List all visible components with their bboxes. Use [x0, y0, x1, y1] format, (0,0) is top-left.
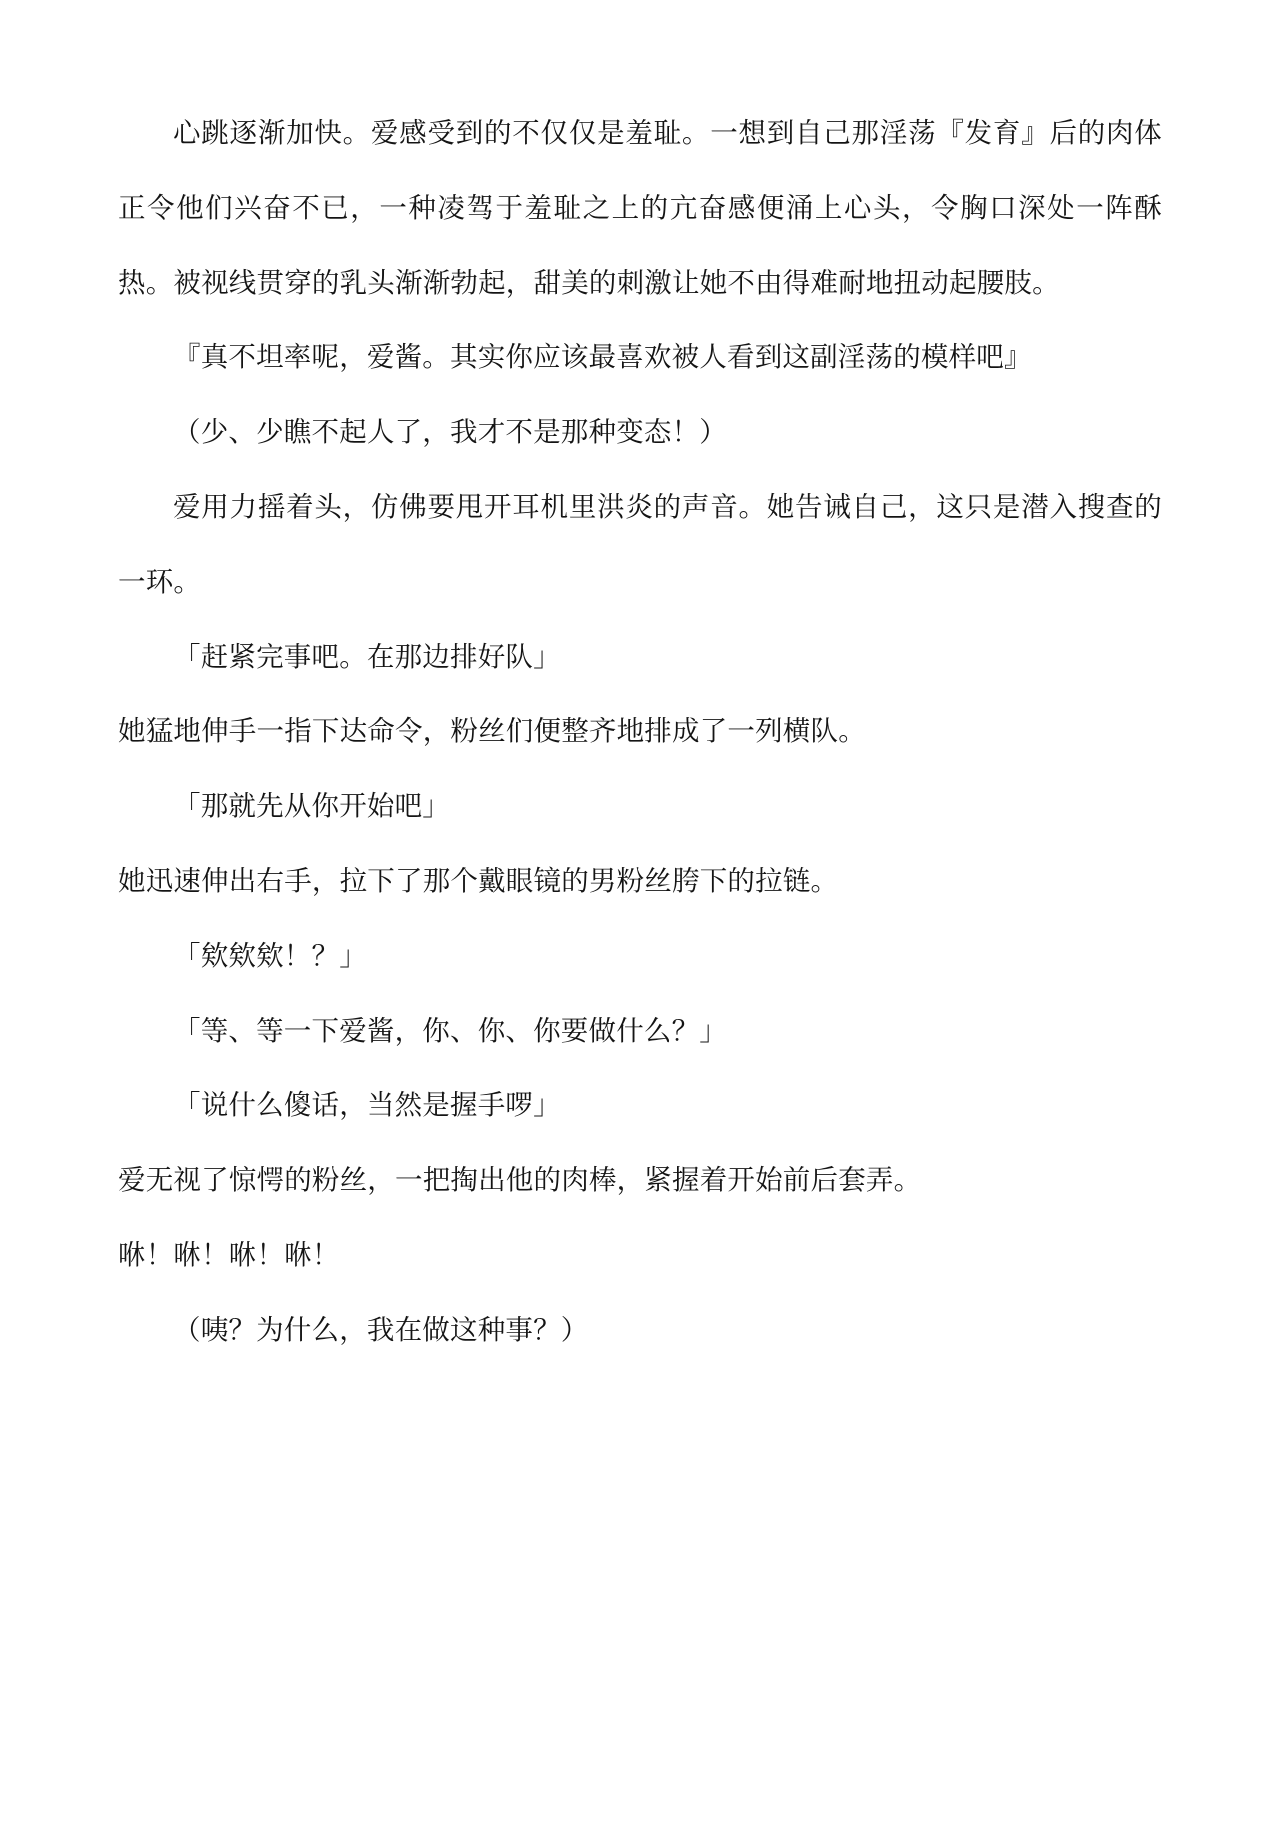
- paragraph: （咦？为什么，我在做这种事？）: [173, 1313, 589, 1345]
- paragraph: 「那就先从你开始吧」: [173, 790, 450, 822]
- paragraph: 心跳逐渐加快。爱感受到的不仅仅是羞耻。一想到自己那淫荡『发育』后的肉体正令他们兴奋不已，一种凌驾于羞耻之上的亢奋感便涌上心头，令胸口深处一阵酥热。被视线贯穿的乳头渐渐勃起，甜美的刺激让她不由得难耐地扭动起腰肢。: [118, 117, 1162, 298]
- paragraph: 『真不坦率呢，爱酱。其实你应该最喜欢被人看到这副淫荡的模样吧』: [173, 341, 1032, 373]
- paragraph: 爱无视了惊愕的粉丝，一把掏出他的肉棒，紧握着开始前后套弄。: [118, 1164, 922, 1196]
- paragraph: 爱用力摇着头，仿佛要甩开耳机里洪炎的声音。她告诫自己，这只是潜入搜查的一环。: [118, 490, 1162, 597]
- paragraph: 她猛地伸手一指下达命令，粉丝们便整齐地排成了一列横队。: [118, 715, 866, 747]
- paragraph: 「赶紧完事吧。在那边排好队」: [173, 640, 561, 672]
- paragraph: （少、少瞧不起人了，我才不是那种变态！）: [173, 416, 727, 448]
- paragraph: 「欸欸欸！？」: [173, 939, 367, 971]
- paragraph: 咻！咻！咻！咻！: [118, 1238, 340, 1270]
- paragraph: 「等、等一下爱酱，你、你、你要做什么？」: [173, 1014, 727, 1046]
- paragraph: 「说什么傻话，当然是握手啰」: [173, 1089, 561, 1121]
- document-body: [118, 96, 1162, 1368]
- paragraph: 她迅速伸出右手，拉下了那个戴眼镜的男粉丝胯下的拉链。: [118, 864, 839, 896]
